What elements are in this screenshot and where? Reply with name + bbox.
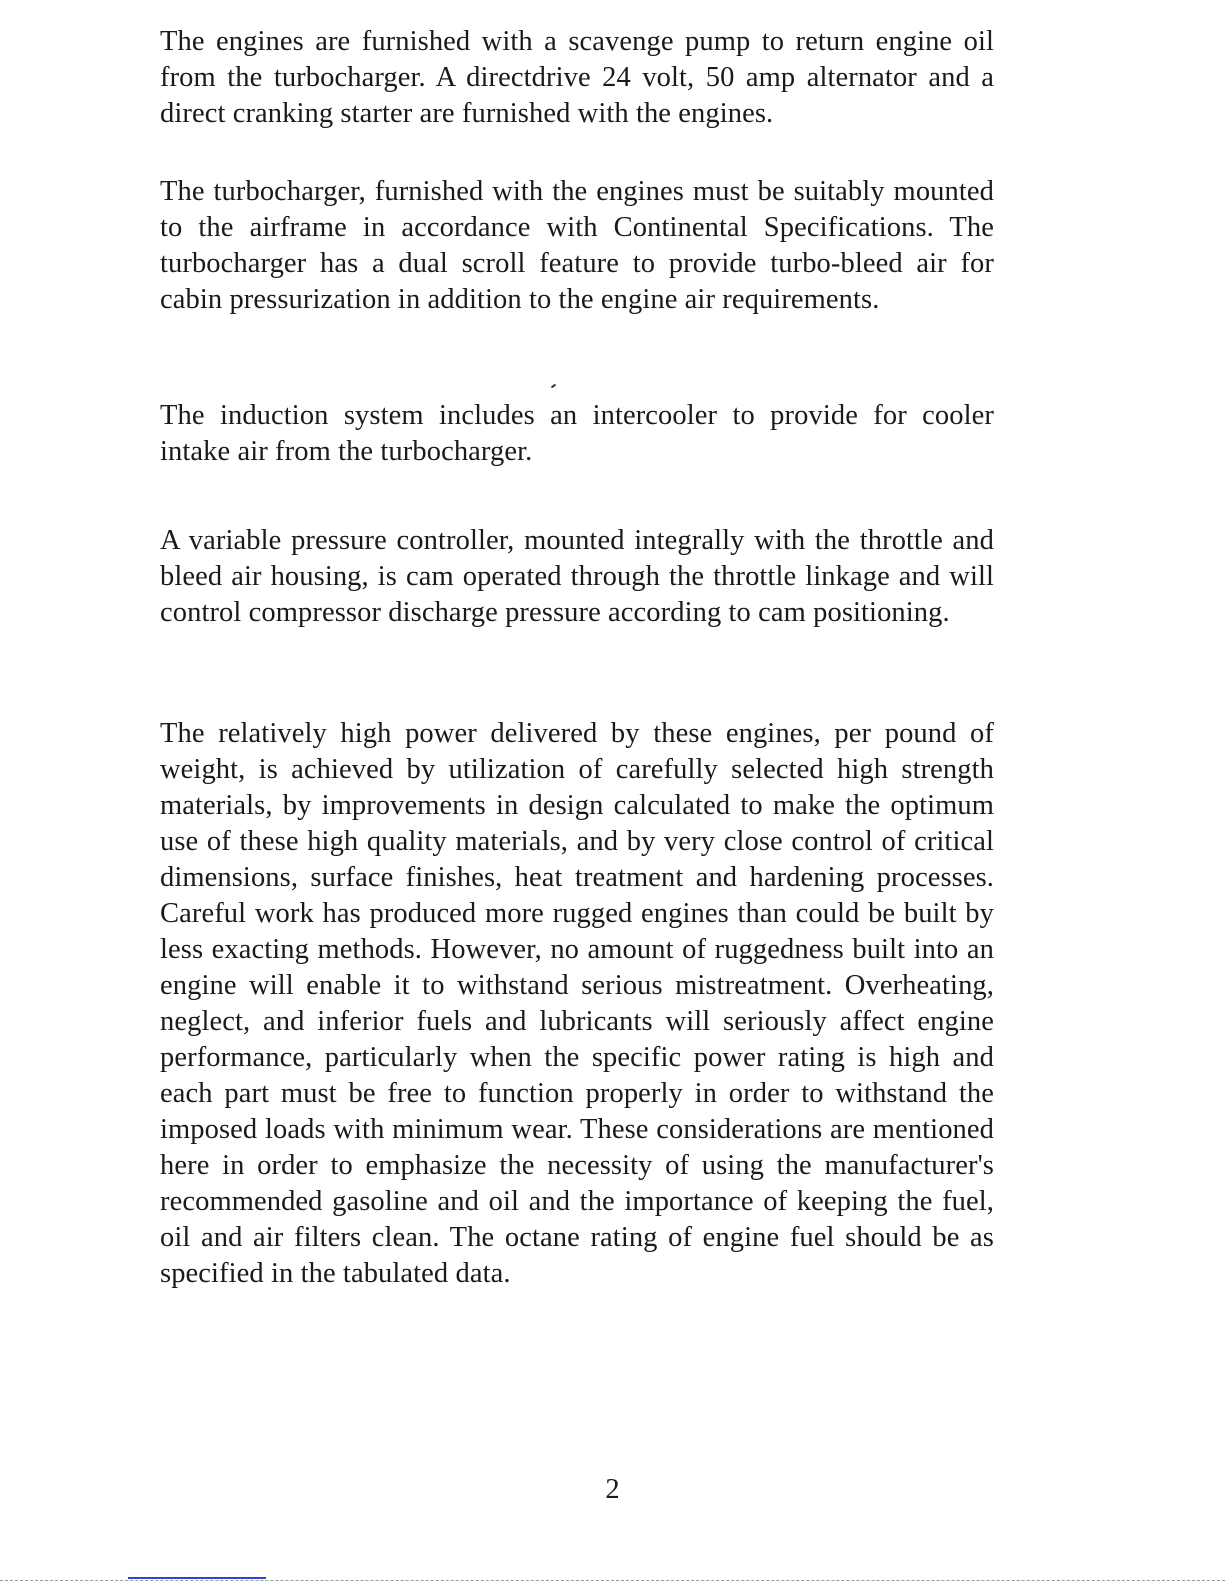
paragraph-induction-system: The induction system includes an intercooler to provide for cooler intake air from the turbocharger. xyxy=(160,400,994,467)
paragraph-pressure-controller: A variable pressure controller, mounted integrally with the throttle and bleed air housing, is cam operated through the throttle linkage and will control compressor discharge pressure according to cam positioning. xyxy=(160,525,994,628)
paragraph-engine-power: The relatively high power delivered by these engines, per pound of weight, is achieved by utilization of carefully selected high strength materials, by improvements in design calculated to make the optimum use of these high quality materials, and by very close control of critical dimensions, surface finishes, heat treatment and hardening processes. Careful work has produced more rugged engines than could be built by less exacting methods. However, no amount of ruggedness built into an engine will enable it to withstand serious mistreatment. Overheating, neglect, and inferior fuels and lubricants will seriously affect engine performance, particularly when the specific power rating is high and each part must be free to function properly in order to withstand the imposed loads with minimum wear. These considerations are mentioned here in order to emphasize the necessity of using the manufacturer's recommended gasoline and oil and the importance of keeping the fuel, oil and air filters clean. The octane rating of engine fuel should be as specified in the tabulated data. xyxy=(160,718,994,1289)
page-number: 2 xyxy=(605,1474,620,1505)
link-underline-mark xyxy=(128,1577,266,1579)
stray-ink-mark xyxy=(551,384,556,389)
page-bottom-edge xyxy=(0,1580,1225,1581)
paragraph-turbocharger: The turbocharger, furnished with the engines must be suitably mounted to the airframe in accordance with Continental Specifications. The turbocharger has a dual scroll feature to provide turbo-bleed air for cabin pressurization in addition to the engine air requirements. xyxy=(160,176,994,315)
paragraph-scavenge-pump: The engines are furnished with a scavenge pump to return engine oil from the turbocharger. A directdrive 24 volt, 50 amp alternator and a direct cranking starter are furnished with the engines. xyxy=(160,26,994,129)
